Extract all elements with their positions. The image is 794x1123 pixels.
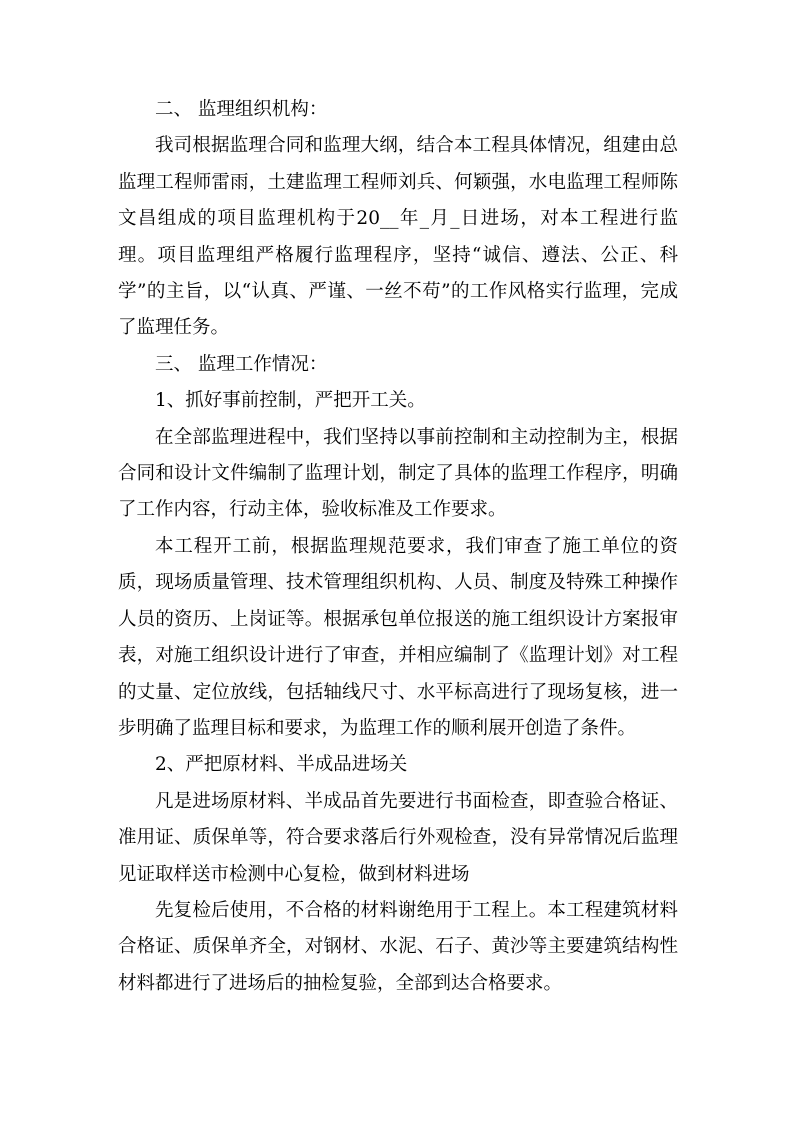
paragraph-materials-check: 凡是进场原材料、半成品首先要进行书面检查，即查验合格证、准用证、质保单等，符合要求落后行外观检查，没有异常情况后监理见证取样送市检测中心复检，做到材料进场 — [118, 790, 678, 885]
paragraph-organization: 我司根据监理合同和监理大纲，结合本工程具体情况，组建由总监理工程师雷雨，土建监理工程师刘兵、何颖强，水电监理工程师陈文昌组成的项目监理机构于20__年_月_日进场，对本工程进行监理。项目监理组严格履行监理程序，坚持“诚信、遵法、公正、科学”的主旨，以“认真、严谨、一丝不苟”的工作风格实行监理，完成了监理任务。 — [118, 135, 678, 339]
paragraph-materials-retest: 先复检后使用，不合格的材料谢绝用于工程上。本工程建筑材料合格证、质保单齐全，对钢材、水泥、石子、黄沙等主要建筑结构性材料都进行了进场后的抽检复验，全部到达合格要求。 — [118, 899, 678, 994]
subheading-materials: 2、严把原材料、半成品进场关 — [155, 754, 408, 776]
paragraph-before-construction: 本工程开工前，根据监理规范要求，我们审查了施工单位的资质，现场质量管理、技术管理组织机构、人员、制度及特殊工种操作人员的资历、上岗证等。根据承包单位报送的施工组织设计方案报审表，对施工组织设计进行了审查，并相应编制了《监理计划》对工程的丈量、定位放线，包括轴线尺寸、水平标高进行了现场复核，进一步明确了监理目标和要求，为监理工作的顺利展开创造了条件。 — [118, 535, 678, 739]
subheading-pre-control: 1、抓好事前控制，严把开工关。 — [155, 390, 426, 412]
section-heading-work: 三、 监理工作情况： — [155, 353, 328, 375]
paragraph-pre-control: 在全部监理进程中，我们坚持以事前控制和主动控制为主，根据合同和设计文件编制了监理计划，制定了具体的监理工作程序，明确了工作内容，行动主体，验收标准及工作要求。 — [118, 426, 678, 521]
document-body — [118, 92, 678, 1002]
section-heading-organization: 二、 监理组织机构： — [155, 99, 328, 120]
